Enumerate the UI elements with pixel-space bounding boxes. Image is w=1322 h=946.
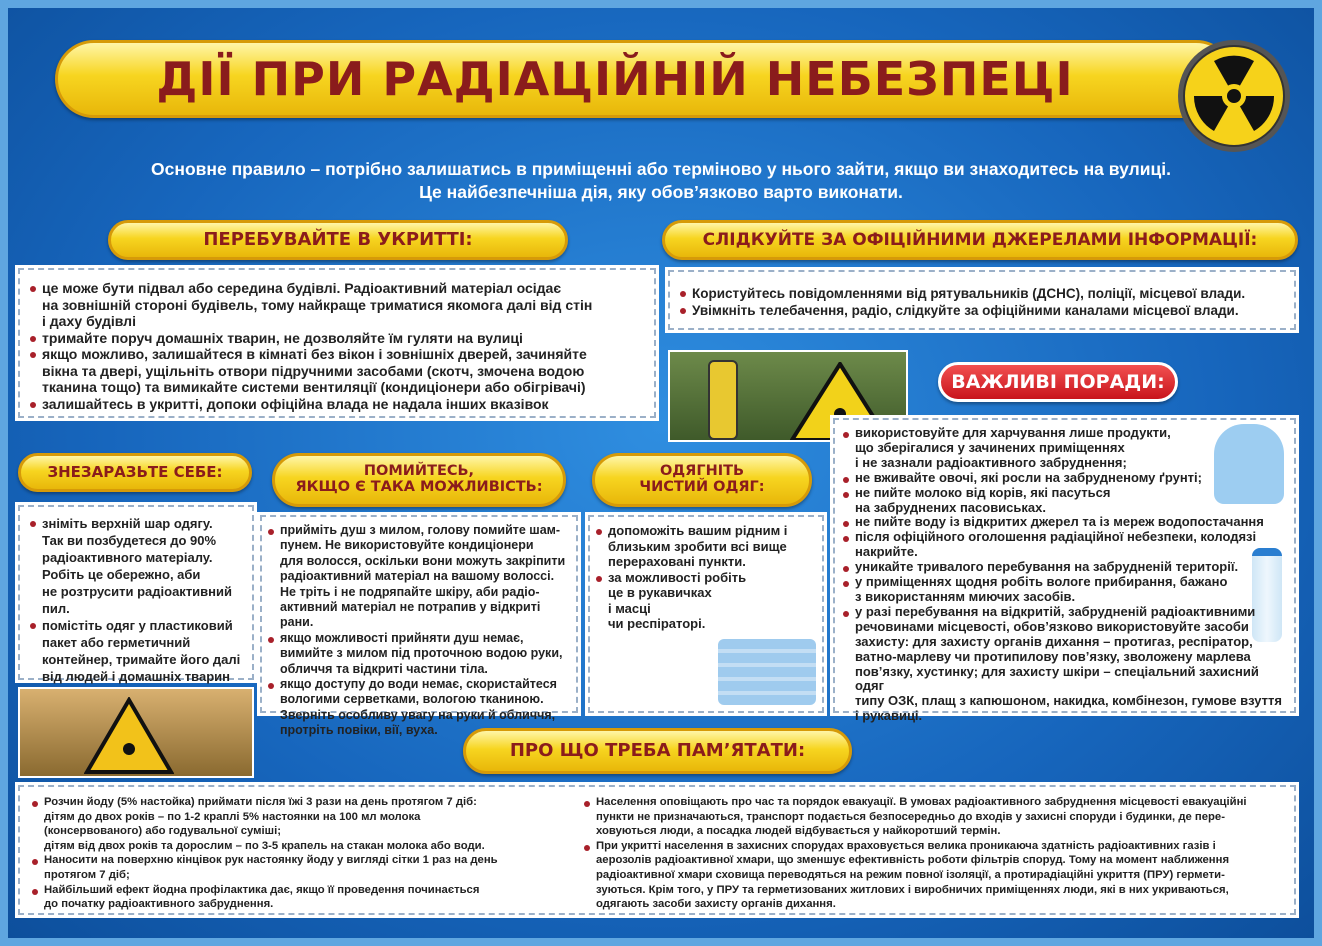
heading-line: ПОМИЙТЕСЬ, (363, 463, 475, 480)
subtitle-line: Це найбезпечніша дія, яку обов’язково варто виконати. (419, 182, 903, 202)
decontaminate-box (18, 505, 254, 684)
list-item: Найбільший ефект йодна профілактика дає, якщо її проведення починається до початку радіоактивного забруднення. (32, 883, 572, 912)
list-item: помістіть одяг у пластиковий пакет або герметичний контейнер, тримайте його далі від людей і домашніх тварин (30, 617, 242, 685)
dosimeter (708, 360, 738, 440)
list-item: залишайтесь в укритті, допоки офіційна влада не надала інших вказівок (30, 396, 644, 413)
decontaminate-heading: ЗНЕЗАРАЗЬТЕ СЕБЕ: (18, 453, 252, 492)
list-item: якщо можливості прийняти душ немає, вимийте з милом під проточною водою руки, обличчя та відкриті частини тіла. (268, 631, 570, 677)
clothes-box (588, 515, 824, 713)
info-heading: СЛІДКУЙТЕ ЗА ОФІЦІЙНИМИ ДЖЕРЕЛАМИ ІНФОРМАЦІЇ: (662, 220, 1298, 260)
warning-sign-photo (18, 687, 254, 778)
list-item: не пийте молоко від корів, які пасуться на забруднених пасовиськах. (843, 486, 1286, 516)
subtitle (0, 158, 1322, 204)
list-item: у разі перебування на відкритій, забрудненій радіоактивними речовинами місцевості, обов’язково використовуйте засоби захисту: для захисту органів дихання – протигаз, респіратор, ватно-марлеву чи протипилову пов’язку, зволожену марлева пов’язку, хустинку; для захисту шкіри – спеціальний захисний одяг типу ОЗК, плащ з капюшоном, накидка, комбінезон, гумове взуття і рукавиці. (843, 605, 1286, 724)
list-item: у приміщеннях щодня робіть вологе прибирання, бажано з використанням миючих засобів. (843, 575, 1286, 605)
list-item: тримайте поруч домашніх тварин, не дозволяйте їм гуляти на вулиці (30, 330, 644, 347)
list-item: Населення оповіщають про час та порядок евакуації. В умовах радіоактивного забруднення місцевості евакуаційні пункти не призначаються, транспорт подається безпосередньо до входів у захисні споруди і будинки, де пере- ховуються люди, а посадка людей відбувається у найкоротший термін. (584, 795, 1282, 839)
tips-box (833, 418, 1296, 724)
list-item: використовуйте для харчування лише продукти, що зберігалися у зачинених приміщеннях і не зазнали радіоактивного забруднення; (843, 426, 1286, 471)
info-box (668, 270, 1296, 330)
list-item: Розчин йоду (5% настойка) приймати після їжі 3 рази на день протягом 7 діб: дітям до двох років – по 1-2 краплі 5% настоянки на 100 мл молока (консервованого) або годувальної суміші; дітям від двох років та дорослим – по 3-5 крапель на стакан молока або води. (32, 795, 572, 853)
important-tips-heading: ВАЖЛИВІ ПОРАДИ: (938, 362, 1178, 402)
wash-box (260, 515, 578, 738)
list-item: якщо доступу до води немає, скористайтеся вологими серветками, вологою тканиною. Зверніть особливу увагу на руки й обличчя, протріть повіки, вії, вуха. (268, 677, 570, 739)
list-item: за можливості робіть це в рукавичках і масці чи респіраторі. (596, 570, 816, 632)
poster-title: ДІЇ ПРИ РАДІАЦІЙНІЙ НЕБЕЗПЕЦІ (55, 40, 1235, 118)
list-item: допоможіть вашим рідним і близьким зробити всі вище перераховані пункти. (596, 523, 816, 570)
heading-line: ЧИСТИЙ ОДЯГ: (639, 479, 765, 495)
list-item: якщо можливо, залишайтеся в кімнаті без вікон і зовнішніх дверей, зачиняйте вікна та двері, ущільніть отвори підручними засобами (скотч, змочена водою тканина тощо) та вимикайте системи вентиляції (кондиціонери або обігрівачі) (30, 346, 644, 396)
face-mask (718, 639, 816, 705)
list-item: При укритті населення в захисних спорудах враховується велика проникаюча здатність радіоактивних газів і аерозолів радіоактивної хмари, що зменшує ефективність роботи фільтрів споруд. Тому на момент наближення радіоактивної хмари сховища переводяться на режим повної ізоляції, а протирадіаційні укриття (ПРУ) гермети- зуються. Крім того, у ПРУ та герметизованих житлових і виробничих приміщеннях люди, які в них укриваються, одягають засоби захисту органів дихання. (584, 839, 1282, 912)
shelter-box (18, 268, 656, 418)
shelter-heading: ПЕРЕБУВАЙТЕ В УКРИТТІ: (108, 220, 568, 260)
heading-line: ЯКЩО Є ТАКА МОЖЛИВІСТЬ: (295, 479, 543, 495)
list-item: після офіційного оголошення радіаційної небезпеки, колодязі накрийте. (843, 530, 1286, 560)
remember-heading: ПРО ЩО ТРЕБА ПАМ’ЯТАТИ: (463, 728, 852, 774)
list-item: прийміть душ з милом, голову помийте шам- пунем. Не використовуйте кондиціонери для волосся, оскільки вони можуть закріпити радіоактивний матеріал на вашому волоссі. Не тріть і не подряпайте шкіру, аби радіо- активний матеріал не потрапив у відкриті рани. (268, 523, 570, 631)
remember-box (18, 785, 1296, 915)
radiation-warning-sign (84, 697, 174, 775)
list-item: не вживайте овочі, які росли на забрудненому ґрунті; (843, 471, 1286, 486)
list-item: Увімкніть телебачення, радіо, слідкуйте за офіційними каналами місцевої влади. (680, 302, 1284, 319)
radiation-icon (1176, 38, 1292, 154)
list-item: Користуйтесь повідомленнями від рятувальників (ДСНС), поліції, місцевої влади. (680, 285, 1284, 302)
list-item: зніміть верхній шар одягу. Так ви позбудетеся до 90% радіоактивного матеріалу. Робіть це обережно, аби не розтрусити радіоактивний пил. (30, 515, 242, 617)
subtitle-line: Основне правило – потрібно залишатись в приміщенні або терміново у нього зайти, якщо ви знаходитесь на вулиці. (151, 159, 1171, 179)
list-item: не пийте воду із відкритих джерел та із мереж водопостачання (843, 515, 1286, 530)
heading-line: ОДЯГНІТЬ (659, 463, 745, 480)
wash-heading (272, 453, 566, 507)
list-item: уникайте тривалого перебування на забрудненій території. (843, 560, 1286, 575)
list-item: Наносити на поверхню кінцівок рук настоянку йоду у вигляді сітки 1 раз на день протягом 7 діб; (32, 853, 572, 882)
clothes-heading (592, 453, 812, 507)
list-item: це може бути підвал або середина будівлі. Радіоактивний матеріал осідає на зовнішній стороні будівель, тому найкраще триматися якомога далі від стін і даху будівлі (30, 280, 644, 330)
